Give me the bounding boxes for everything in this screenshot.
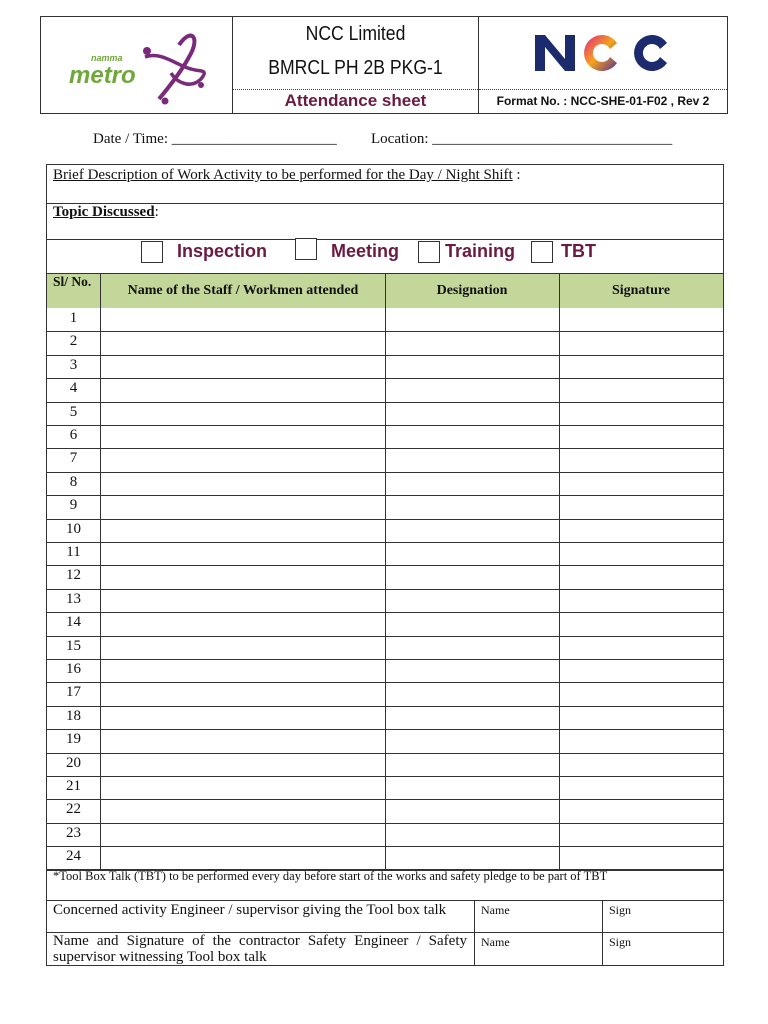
signature-cell[interactable] [560, 636, 723, 659]
dotted-divider [233, 89, 478, 90]
row-number: 11 [66, 544, 81, 560]
divider [47, 900, 723, 901]
signature-cell[interactable] [560, 659, 723, 682]
column-divider [385, 273, 386, 869]
name-cell[interactable] [101, 402, 385, 425]
designation-cell[interactable] [386, 823, 559, 846]
ncc-logo [533, 31, 673, 75]
row-number: 13 [66, 590, 81, 607]
topic-text: Topic Discussed [53, 204, 155, 220]
name-cell[interactable] [101, 612, 385, 635]
signature-cell[interactable] [560, 331, 723, 354]
name-cell[interactable] [101, 565, 385, 588]
row-number: 3 [69, 356, 78, 373]
designation-cell[interactable] [386, 402, 559, 425]
name-cell[interactable] [101, 472, 385, 495]
name-cell[interactable] [101, 331, 385, 354]
row-number: 22 [66, 801, 81, 818]
metro-logo-text: metro [69, 62, 136, 89]
designation-cell[interactable] [386, 495, 559, 518]
signature-cell[interactable] [560, 706, 723, 729]
column-divider [602, 900, 603, 966]
row-number: 24 [66, 848, 81, 865]
signature-cell[interactable] [560, 542, 723, 565]
document-header [40, 16, 728, 114]
designation-cell[interactable] [386, 589, 559, 612]
signature-cell[interactable] [560, 729, 723, 752]
brief-description-text: Brief Description of Work Activity to be performed for the Day / Night Shift [53, 167, 513, 183]
designation-cell[interactable] [386, 472, 559, 495]
row-number: 18 [66, 707, 81, 724]
row-number: 6 [69, 427, 78, 443]
name-cell[interactable] [101, 706, 385, 729]
row-number: 9 [69, 497, 78, 514]
row-number: 2 [69, 333, 78, 350]
dotted-divider [479, 89, 727, 90]
header-title-block [233, 17, 479, 113]
name-cell[interactable] [101, 448, 385, 471]
name-cell[interactable] [101, 589, 385, 612]
designation-cell[interactable] [386, 706, 559, 729]
header-signature: Signature [611, 283, 671, 298]
tbt-note: *Tool Box Talk (TBT) to be performed every day before start of the works and safety pledge to be part of TBT [53, 869, 608, 883]
row-number: 21 [66, 778, 81, 794]
designation-cell[interactable] [386, 799, 559, 822]
signature-cell[interactable] [560, 378, 723, 401]
format-number: Format No. : NCC-SHE-01-F02 , Rev 2 [496, 94, 710, 108]
signature-cell[interactable] [560, 589, 723, 612]
row-number: 12 [66, 567, 81, 584]
meeting-label: Meeting [331, 241, 400, 261]
designation-cell[interactable] [386, 776, 559, 799]
signature-cell[interactable] [560, 519, 723, 542]
signature-cell[interactable] [560, 612, 723, 635]
name-cell[interactable] [101, 542, 385, 565]
signature-cell[interactable] [560, 355, 723, 378]
attendance-form [46, 164, 724, 966]
designation-cell[interactable] [386, 636, 559, 659]
sheet-title: Attendance sheet [284, 91, 427, 110]
engineer-sign-field[interactable]: Sign [609, 903, 632, 917]
header-right-block [479, 17, 727, 113]
name-cell[interactable] [101, 355, 385, 378]
engineer-name-field[interactable]: Name [481, 903, 510, 917]
project-name: BMRCL PH 2B PKG-1 [268, 57, 443, 79]
column-divider [474, 900, 475, 966]
name-cell[interactable] [101, 682, 385, 705]
designation-cell[interactable] [386, 308, 559, 331]
witness-label: Name and Signature of the contractor Safety Engineer / Safety supervisor witnessing Tool box talk [53, 933, 467, 965]
designation-cell[interactable] [386, 331, 559, 354]
signature-cell[interactable] [560, 753, 723, 776]
namma-metro-logo [41, 17, 233, 113]
date-time-field[interactable]: Date / Time: ______________________ [93, 131, 337, 147]
name-cell[interactable] [101, 519, 385, 542]
signature-cell[interactable] [560, 308, 723, 331]
signature-cell[interactable] [560, 425, 723, 448]
row-number: 5 [69, 403, 78, 420]
engineer-label: Concerned activity Engineer / supervisor giving the Tool box talk [53, 902, 447, 918]
header-designation: Designation [436, 283, 508, 298]
header-sl-no: Sl/ No. [53, 274, 92, 289]
row-number: 4 [69, 380, 78, 397]
designation-cell[interactable] [386, 729, 559, 752]
name-cell[interactable] [101, 636, 385, 659]
name-cell[interactable] [101, 776, 385, 799]
designation-cell[interactable] [386, 659, 559, 682]
designation-cell[interactable] [386, 425, 559, 448]
row-number: 1 [69, 310, 78, 326]
signature-cell[interactable] [560, 799, 723, 822]
signature-cell[interactable] [560, 776, 723, 799]
signature-cell[interactable] [560, 846, 723, 869]
row-number: 19 [66, 731, 81, 748]
row-number: 15 [66, 637, 81, 654]
company-name: NCC Limited [305, 23, 406, 45]
name-cell[interactable] [101, 799, 385, 822]
row-number: 10 [66, 520, 81, 537]
name-cell[interactable] [101, 729, 385, 752]
tbt-label: TBT [561, 241, 596, 261]
location-field[interactable]: Location: ________________________________ [371, 131, 673, 147]
row-number: 8 [69, 473, 78, 490]
signature-cell[interactable] [560, 495, 723, 518]
brief-suffix: : [512, 167, 521, 183]
designation-cell[interactable] [386, 846, 559, 869]
header-name: Name of the Staff / Workmen attended [127, 283, 359, 298]
column-divider [559, 273, 560, 869]
name-cell[interactable] [101, 378, 385, 401]
name-cell[interactable] [101, 659, 385, 682]
designation-cell[interactable] [386, 753, 559, 776]
topic-suffix: : [154, 204, 159, 220]
signature-cell[interactable] [560, 682, 723, 705]
row-number: 14 [66, 614, 81, 631]
designation-cell[interactable] [386, 565, 559, 588]
name-cell[interactable] [101, 308, 385, 331]
row-number: 16 [66, 661, 81, 677]
signature-cell[interactable] [560, 823, 723, 846]
signature-cell[interactable] [560, 448, 723, 471]
namma-metro-logo-graphic [41, 17, 231, 113]
inspection-label: Inspection [177, 241, 268, 261]
row-number: 23 [66, 824, 81, 841]
column-divider [100, 273, 101, 869]
name-cell[interactable] [101, 495, 385, 518]
name-cell[interactable] [101, 846, 385, 869]
name-cell[interactable] [101, 823, 385, 846]
designation-cell[interactable] [386, 448, 559, 471]
designation-cell[interactable] [386, 519, 559, 542]
designation-cell[interactable] [386, 612, 559, 635]
witness-sign-field[interactable]: Sign [609, 935, 632, 949]
signature-cell[interactable] [560, 472, 723, 495]
row-number: 17 [66, 684, 81, 701]
row-number: 7 [69, 450, 78, 467]
name-cell[interactable] [101, 425, 385, 448]
designation-cell[interactable] [386, 355, 559, 378]
designation-cell[interactable] [386, 378, 559, 401]
designation-cell[interactable] [386, 682, 559, 705]
name-cell[interactable] [101, 753, 385, 776]
namma-logo-text: namma [91, 53, 123, 63]
row-number: 20 [66, 754, 81, 771]
signature-cell[interactable] [560, 565, 723, 588]
training-label: Training [445, 241, 516, 261]
designation-cell[interactable] [386, 542, 559, 565]
witness-name-field[interactable]: Name [481, 935, 510, 949]
signature-cell[interactable] [560, 402, 723, 425]
